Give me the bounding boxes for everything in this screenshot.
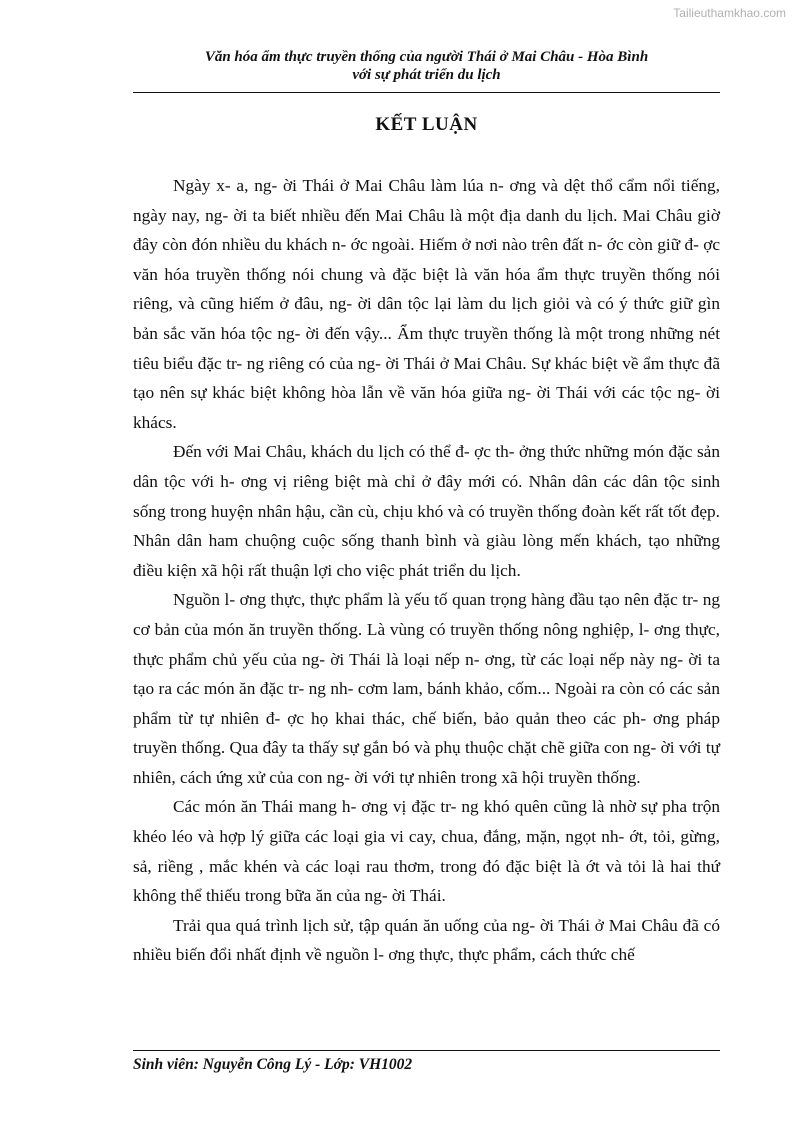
paragraph-1: Ngày x- a, ng- ời Thái ở Mai Châu làm lúa n- ơng và dệt thổ cẩm nổi tiếng, ngày nay, ng- ời ta biết nhiều đến Mai Châu là một địa danh du lịch. Mai Châu giờ đây còn đón nhiều du khách n- ớc ngoài. Hiếm ở nơi nào trên đất n- ớc còn giữ đ- ợc văn hóa truyền thống nói chung và đặc biệt là văn hóa ẩm thực truyền thống nói riêng, và cũng hiếm ở đâu, ng- ời dân tộc lại làm du lịch giỏi và có ý thức giữ gìn bản sắc văn hóa tộc ng- ời đến vậy... Ẩm thực truyền thống là một trong những nét tiêu biểu đặc tr- ng riêng có của ng- ời Thái ở Mai Châu. Sự khác biệt về ẩm thực đã tạo nên sự khác biệt không hòa lẫn về văn hóa giữa ng- ời Thái với các tộc ng- ời khács.: [133, 176, 720, 432]
paragraph-4: Các món ăn Thái mang h- ơng vị đặc tr- ng khó quên cũng là nhờ sự pha trộn khéo léo và hợp lý giữa các loại gia vi cay, chua, đắng, mặn, ngọt nh- ớt, tỏi, gừng, sả, riềng , mắc khén và các loại rau thơm, trong đó đặc biệt là ớt và tỏi là hai thứ không thể thiếu trong bữa ăn của ng- ời Thái.: [133, 797, 720, 906]
body-text: [133, 171, 720, 970]
running-footer: Sinh viên: Nguyễn Công Lý - Lớp: VH1002: [133, 1056, 413, 1073]
page-title: KẾT LUẬN: [375, 114, 478, 135]
paragraph-3: Nguồn l- ơng thực, thực phẩm là yếu tố quan trọng hàng đầu tạo nên đặc tr- ng cơ bản của món ăn truyền thống. Là vùng có truyền thống nông nghiệp, l- ơng thực, thực phẩm chủ yếu của ng- ời Thái là loại nếp n- ơng, từ các loại nếp này ng- ời ta tạo ra các món ăn đặc tr- ng nh- cơm lam, bánh khảo, cốm... Ngoài ra còn có các sản phẩm từ tự nhiên đ- ợc họ khai thác, chế biến, bảo quản theo các ph- ơng pháp truyền thống. Qua đây ta thấy sự gắn bó và phụ thuộc chặt chẽ giữa con ng- ời với tự nhiên, cách ứng xử của con ng- ời với tự nhiên trong xã hội truyền thống.: [133, 590, 720, 787]
running-header: [133, 48, 720, 84]
paragraph-2: Đến với Mai Châu, khách du lịch có thể đ- ợc th- ởng thức những món đặc sản dân tộc với h- ơng vị riêng biệt mà chỉ ở đây mới có. Nhân dân các dân tộc sinh sống trong huyện nhân hậu, cần cù, chịu khó và có truyền thống đoàn kết rất tốt đẹp. Nhân dân ham chuộng cuộc sống thanh bình và giàu lòng mến khách, tạo những điều kiện xã hội rất thuận lợi cho việc phát triển du lịch.: [133, 442, 720, 580]
header-line-2: với sự phát triển du lịch: [352, 67, 501, 83]
header-line-1: Văn hóa ẩm thực truyền thống của người Thái ở Mai Châu - Hòa Bình: [204, 49, 649, 65]
paragraph-5: Trải qua quá trình lịch sử, tập quán ăn uống của ng- ời Thái ở Mai Châu đã có nhiều biến đổi nhất định về nguồn l- ơng thực, thực phẩm, cách thức chế: [133, 915, 720, 965]
header-divider: [133, 92, 720, 93]
watermark: Tailieuthamkhao.com: [673, 6, 786, 20]
footer-divider: [133, 1050, 720, 1051]
